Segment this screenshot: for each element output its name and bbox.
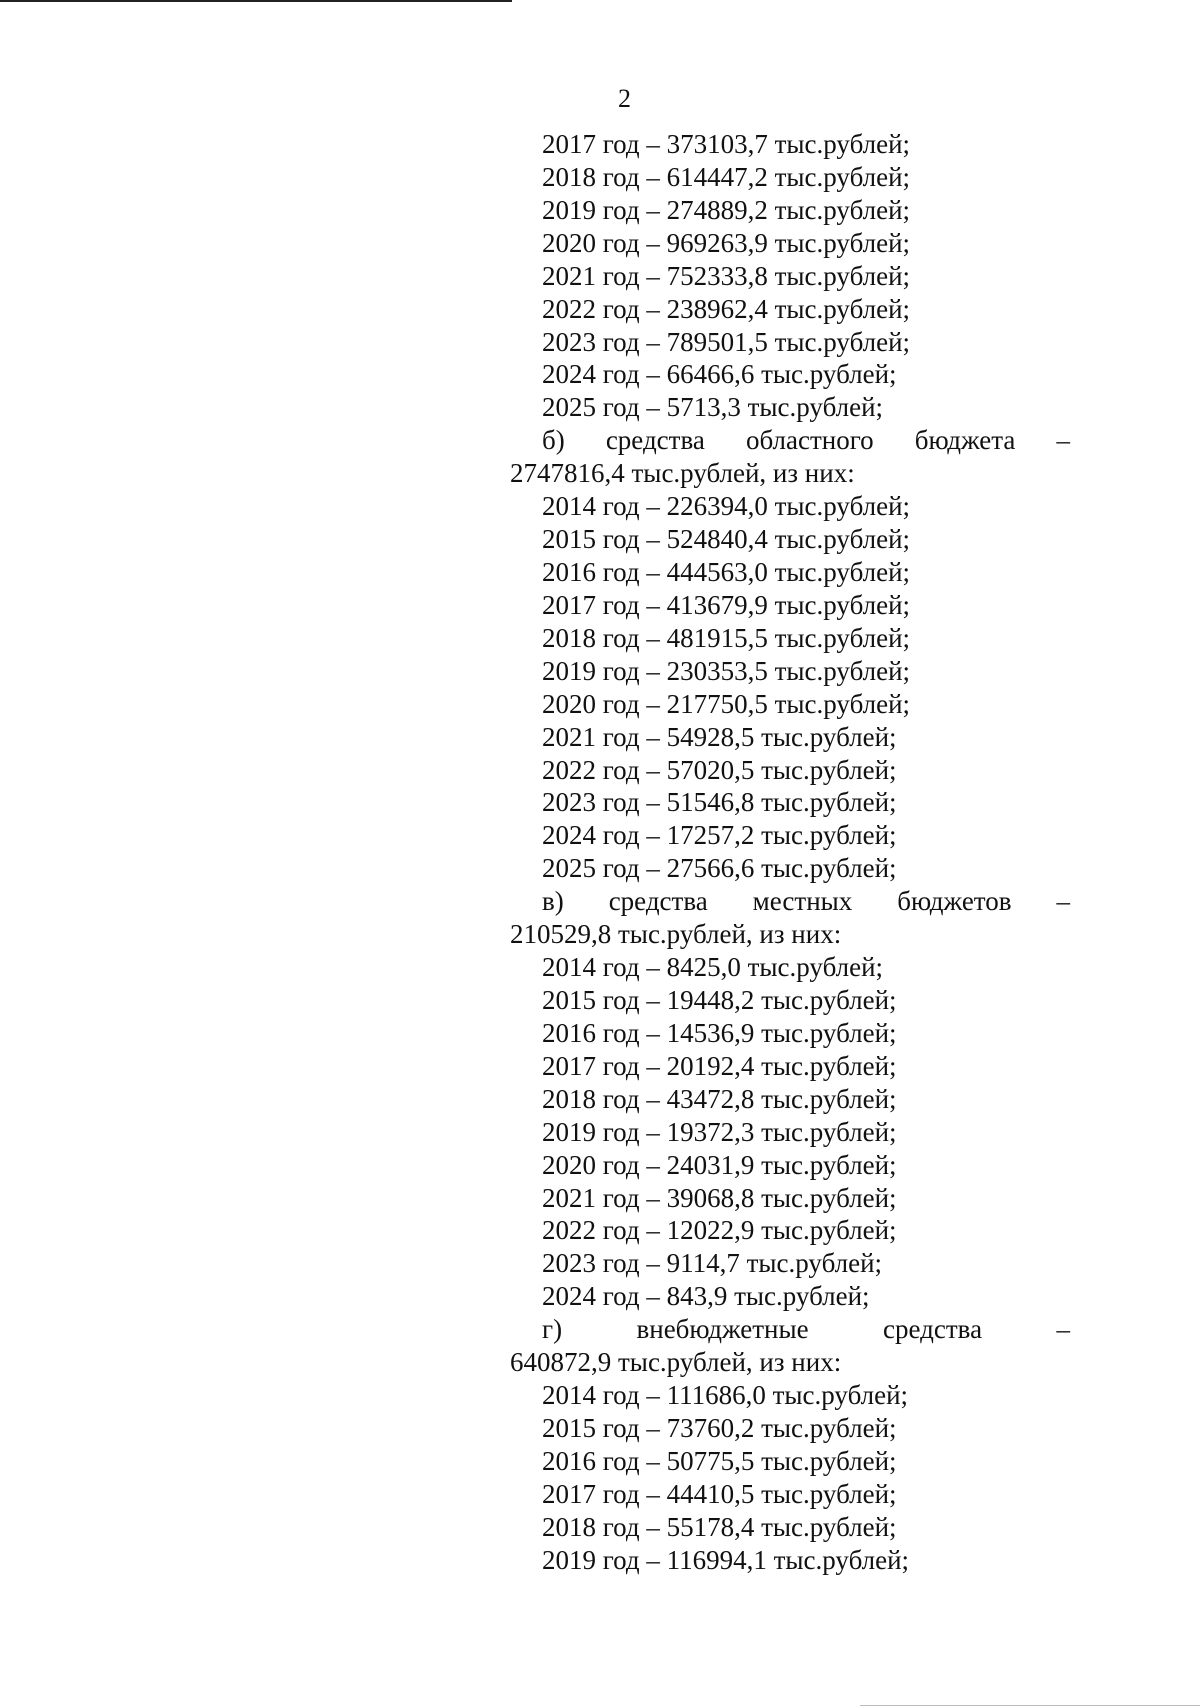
extrabudgetary-year-line: 2014 год – 111686,0 тыс.рублей;: [542, 1380, 909, 1411]
heading-word: внебюджетные: [636, 1314, 809, 1345]
local-year-line: 2014 год – 8425,0 тыс.рублей;: [542, 952, 884, 983]
regional-budget-heading: [510, 424, 1070, 457]
federal-year-line: 2021 год – 752333,8 тыс.рублей;: [542, 260, 911, 291]
federal-year-line: 2019 год – 274889,2 тыс.рублей;: [542, 194, 911, 225]
local-budget-total: 210529,8 тыс.рублей, из них:: [510, 919, 842, 950]
federal-year-line: 2025 год – 5713,3 тыс.рублей;: [542, 392, 884, 423]
regional-year-line: 2024 год – 17257,2 тыс.рублей;: [542, 820, 897, 851]
regional-budget-total: 2747816,4 тыс.рублей, из них:: [510, 458, 855, 489]
regional-year-line: 2022 год – 57020,5 тыс.рублей;: [542, 754, 897, 785]
extrabudgetary-year-line: 2016 год – 50775,5 тыс.рублей;: [542, 1445, 897, 1476]
regional-year-line: 2020 год – 217750,5 тыс.рублей;: [542, 688, 911, 719]
extrabudgetary-heading: [510, 1313, 1070, 1346]
regional-year-line: 2019 год – 230353,5 тыс.рублей;: [542, 655, 911, 686]
regional-year-line: 2015 год – 524840,4 тыс.рублей;: [542, 524, 911, 555]
regional-year-line: 2025 год – 27566,6 тыс.рублей;: [542, 853, 897, 884]
local-budget-heading: [510, 885, 1070, 918]
bottom-edge-rule: [860, 1705, 1200, 1706]
heading-word: средства: [608, 886, 708, 917]
extrabudgetary-total: 640872,9 тыс.рублей, из них:: [510, 1347, 842, 1378]
heading-word: средства: [883, 1314, 983, 1345]
local-year-line: 2024 год – 843,9 тыс.рублей;: [542, 1281, 870, 1312]
regional-year-line: 2014 год – 226394,0 тыс.рублей;: [542, 491, 911, 522]
heading-word: местных: [752, 886, 853, 917]
local-year-line: 2018 год – 43472,8 тыс.рублей;: [542, 1083, 897, 1114]
regional-year-line: 2023 год – 51546,8 тыс.рублей;: [542, 787, 897, 818]
local-year-line: 2019 год – 19372,3 тыс.рублей;: [542, 1116, 897, 1147]
page-number: 2: [618, 84, 631, 113]
extrabudgetary-year-line: 2019 год – 116994,1 тыс.рублей;: [542, 1544, 910, 1575]
federal-year-line: 2022 год – 238962,4 тыс.рублей;: [542, 293, 911, 324]
federal-year-line: 2024 год – 66466,6 тыс.рублей;: [542, 359, 897, 390]
heading-word: бюджета: [914, 425, 1016, 456]
heading-dash: –: [1056, 425, 1070, 456]
local-year-line: 2015 год – 19448,2 тыс.рублей;: [542, 984, 897, 1015]
heading-word: б): [542, 425, 565, 456]
federal-year-line: 2023 год – 789501,5 тыс.рублей;: [542, 326, 911, 357]
extrabudgetary-year-line: 2015 год – 73760,2 тыс.рублей;: [542, 1412, 897, 1443]
heading-dash: –: [1056, 1314, 1070, 1345]
federal-year-line: 2018 год – 614447,2 тыс.рублей;: [542, 161, 911, 192]
federal-year-line: 2020 год – 969263,9 тыс.рублей;: [542, 227, 911, 258]
extrabudgetary-year-line: 2018 год – 55178,4 тыс.рублей;: [542, 1511, 897, 1542]
heading-word: бюджетов: [897, 886, 1012, 917]
regional-year-line: 2017 год – 413679,9 тыс.рублей;: [542, 589, 911, 620]
top-edge-rule: [0, 0, 512, 2]
heading-word: г): [542, 1314, 563, 1345]
local-year-line: 2020 год – 24031,9 тыс.рублей;: [542, 1149, 897, 1180]
local-year-line: 2017 год – 20192,4 тыс.рублей;: [542, 1050, 897, 1081]
heading-dash: –: [1056, 886, 1070, 917]
funding-text-block: [510, 128, 1070, 1577]
extrabudgetary-year-line: 2017 год – 44410,5 тыс.рублей;: [542, 1478, 897, 1509]
regional-year-line: 2021 год – 54928,5 тыс.рублей;: [542, 721, 897, 752]
local-year-line: 2022 год – 12022,9 тыс.рублей;: [542, 1215, 897, 1246]
regional-year-line: 2016 год – 444563,0 тыс.рублей;: [542, 556, 911, 587]
heading-word: областного: [745, 425, 874, 456]
heading-word: в): [542, 886, 564, 917]
local-year-line: 2016 год – 14536,9 тыс.рублей;: [542, 1017, 897, 1048]
heading-word: средства: [605, 425, 705, 456]
federal-year-line: 2017 год – 373103,7 тыс.рублей;: [542, 129, 911, 159]
regional-year-line: 2018 год – 481915,5 тыс.рублей;: [542, 622, 911, 653]
local-year-line: 2021 год – 39068,8 тыс.рублей;: [542, 1182, 897, 1213]
local-year-line: 2023 год – 9114,7 тыс.рублей;: [542, 1248, 883, 1279]
